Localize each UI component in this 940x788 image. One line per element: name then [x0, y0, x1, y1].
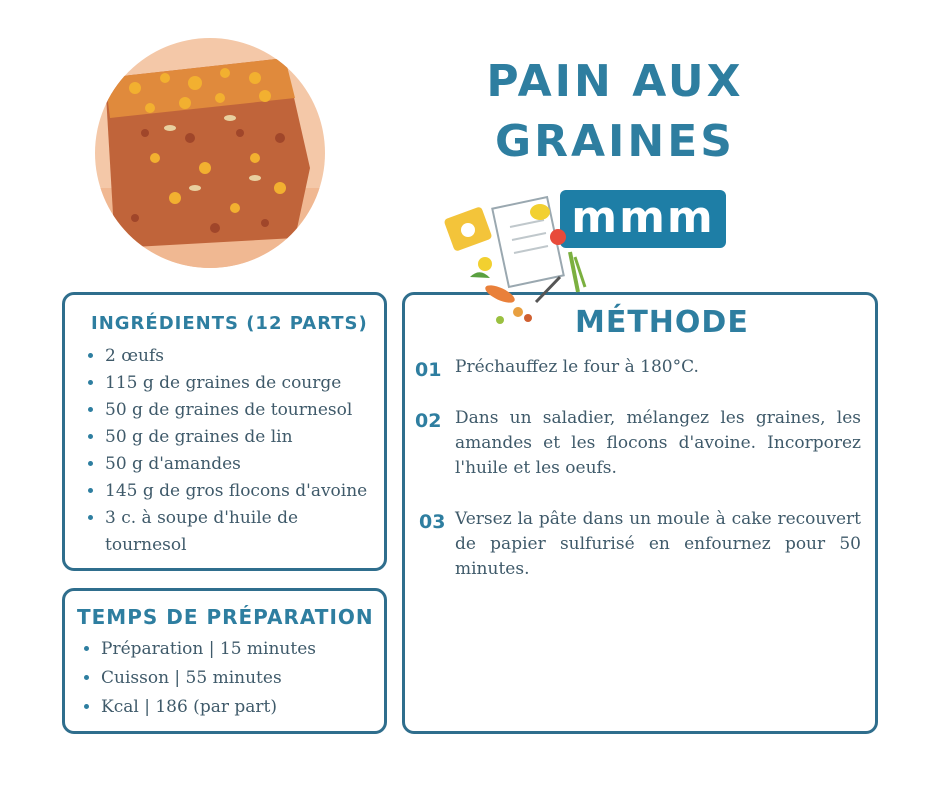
step-number: 01 [415, 359, 442, 381]
list-item: • 115 g de graines de courge [105, 370, 375, 397]
seed-bread-photo [95, 38, 325, 268]
preparation-card [62, 588, 387, 734]
list-item: • 3 c. à soupe d'huile de tournesol [105, 505, 375, 559]
preparation-list [73, 635, 316, 722]
list-item: • 50 g de graines de lin [105, 424, 375, 451]
list-item: • 50 g de graines de tournesol [105, 397, 375, 424]
recipe-title [470, 52, 760, 172]
list-item: • 50 g d'amandes [105, 451, 375, 478]
list-item: • 2 œufs [105, 343, 375, 370]
step-text: Préchauffez le four à 180°C. [455, 357, 699, 377]
list-item: • 145 g de gros flocons d'avoine [105, 478, 375, 505]
method-heading: MÉTHODE [575, 305, 749, 340]
list-item: • Kcal | 186 (par part) [101, 693, 316, 722]
step-text: Dans un saladier, mélangez les graines, les amandes et les flocons d'avoine. Incorporez l'huile et les oeufs. [455, 408, 861, 478]
cooking-utensils-illustration [440, 182, 600, 332]
step-text: Versez la pâte dans un moule à cake recouvert de papier sulfurisé en enfournez pour 50 minutes. [455, 509, 861, 579]
method-card [402, 292, 878, 734]
title-line-1: PAIN AUX [486, 56, 744, 107]
step-number: 03 [419, 511, 446, 533]
mmm-badge: mmm [560, 190, 726, 248]
ingredients-heading: INGRÉDIENTS (12 PARTS) [91, 313, 368, 334]
title-line-2: GRAINES [495, 116, 735, 167]
ingredients-list [79, 343, 375, 559]
step-number: 02 [415, 410, 442, 432]
list-item: • Préparation | 15 minutes [101, 635, 316, 664]
list-item: • Cuisson | 55 minutes [101, 664, 316, 693]
ingredients-card [62, 292, 387, 571]
preparation-heading: TEMPS DE PRÉPARATION [77, 605, 374, 629]
